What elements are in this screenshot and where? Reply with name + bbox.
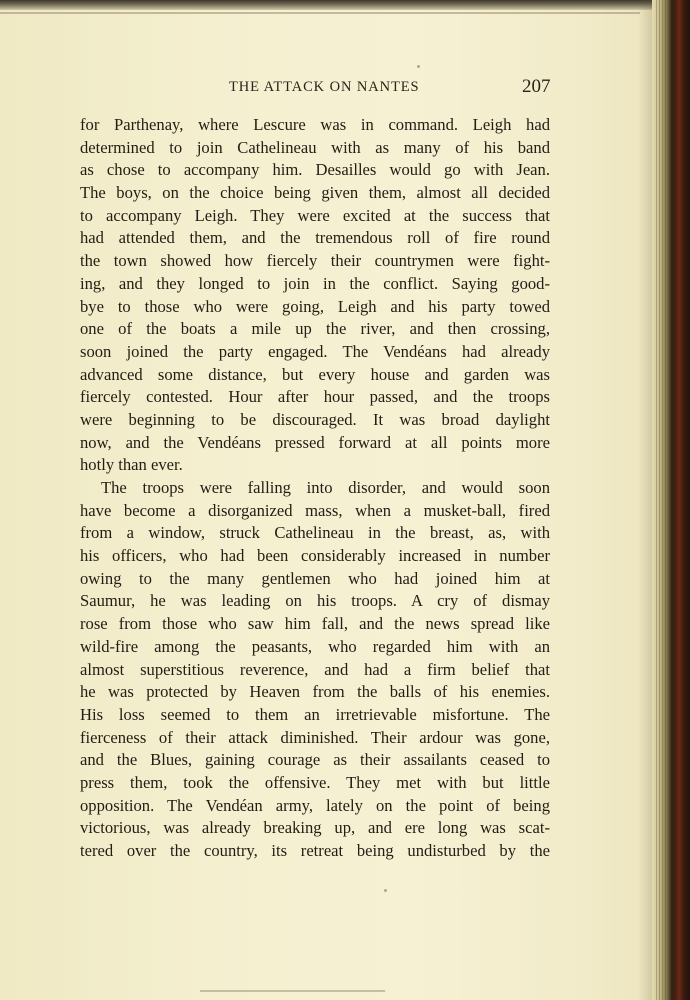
running-head — [0, 76, 690, 100]
text-line: His loss seemed to them an irretrievable misfortune. The — [80, 704, 550, 724]
paragraph — [80, 477, 550, 863]
body-text — [80, 114, 550, 863]
text-line: to accompany Leigh. They were excited at the success that — [80, 205, 550, 225]
gutter-shadow — [638, 0, 652, 1000]
text-line: were beginning to be discouraged. It was broad daylight — [80, 409, 550, 429]
text-line: fierceness of their attack diminished. Their ardour was gone, — [80, 727, 550, 747]
text-line: tered over the country, its retreat being undisturbed by the — [80, 841, 550, 860]
running-title: THE ATTACK ON NANTES — [229, 79, 420, 95]
text-line: The troops were falling into disorder, and would soon — [101, 478, 550, 497]
text-line: he was protected by Heaven from the balls of his enemies. — [80, 682, 550, 702]
text-line: from a window, struck Cathelineau in the breast, as, with — [80, 523, 550, 543]
text-line: for Parthenay, where Lescure was in command. Leigh had — [80, 115, 550, 134]
text-line: victorious, was already breaking up, and ere long was scat- — [80, 818, 550, 838]
book-binding-edge — [652, 0, 690, 1000]
text-line: determined to join Cathelineau with as many of his band — [80, 137, 550, 157]
text-line: ing, and they longed to join in the conflict. Saying good- — [80, 273, 550, 293]
speck — [384, 889, 387, 892]
text-line: advanced some distance, but every house and garden was — [80, 364, 550, 384]
text-line: the town showed how fiercely their countrymen were fight- — [80, 251, 550, 271]
paragraph — [80, 114, 550, 477]
text-line: as chose to accompany him. Desailles would go with Jean. — [80, 160, 550, 180]
text-line: now, and the Vendéans pressed forward at all points more — [80, 432, 550, 452]
text-line: hotly than ever. — [80, 455, 183, 475]
text-line: soon joined the party engaged. The Vendéans had already — [80, 341, 550, 361]
speck — [417, 65, 420, 68]
text-line: The boys, on the choice being given them, almost all decided — [80, 183, 550, 203]
text-line: had attended them, and the tremendous roll of fire round — [80, 228, 550, 248]
text-line: rose from those who saw him fall, and the news spread like — [80, 614, 550, 634]
text-line: and the Blues, gaining courage as their assailants ceased to — [80, 750, 550, 770]
page-top-rule — [0, 12, 640, 14]
text-line: bye to those who were going, Leigh and his party towed — [80, 296, 550, 316]
page-top-edge — [0, 0, 690, 10]
page-number: 207 — [522, 76, 551, 97]
bottom-rule — [200, 990, 385, 992]
text-line: Saumur, he was leading on his troops. A cry of dismay — [80, 591, 550, 611]
text-line: his officers, who had been considerably increased in number — [80, 546, 550, 566]
text-line: one of the boats a mile up the river, and then crossing, — [80, 319, 550, 339]
text-line: press them, took the offensive. They met with but little — [80, 772, 550, 792]
text-line: have become a disorganized mass, when a musket-ball, fired — [80, 500, 550, 520]
text-line: owing to the many gentlemen who had joined him at — [80, 568, 550, 588]
text-line: fiercely contested. Hour after hour passed, and the troops — [80, 387, 550, 407]
text-line: wild-fire among the peasants, who regarded him with an — [80, 636, 550, 656]
text-line: opposition. The Vendéan army, lately on the point of being — [80, 795, 550, 815]
text-line: almost superstitious reverence, and had a firm belief that — [80, 659, 550, 679]
